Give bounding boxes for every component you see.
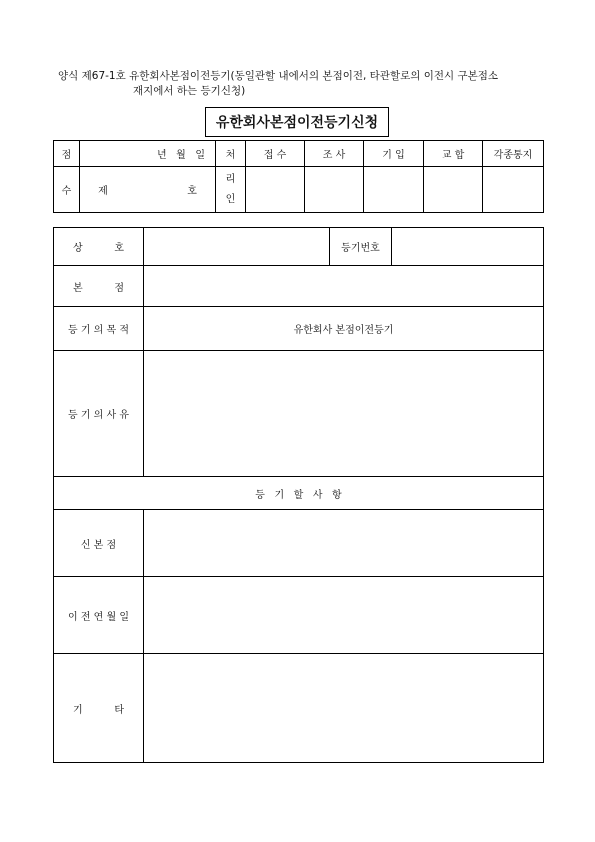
- processor-cheo-label: 처: [216, 141, 246, 167]
- receipt-table: [53, 140, 544, 213]
- col-notice: 각종통지: [483, 141, 544, 167]
- sign-notice-cell[interactable]: [483, 167, 544, 213]
- form-header: [58, 69, 498, 99]
- sign-josa-cell[interactable]: [305, 167, 364, 213]
- receipt-su-label: 수: [54, 167, 80, 213]
- receipt-number-field[interactable]: 제 호: [80, 167, 216, 213]
- receipt-date-field[interactable]: 년 월 일: [80, 141, 216, 167]
- sign-giip-cell[interactable]: [364, 167, 424, 213]
- new-hq-input[interactable]: [144, 510, 544, 577]
- bonjeom-label: 본 점: [54, 266, 144, 307]
- new-hq-label: 신 본 점: [54, 510, 144, 577]
- section-title: 등 기 할 사 항: [54, 477, 544, 510]
- col-gyohap: 교 합: [424, 141, 483, 167]
- form-title: 유한회사본점이전등기신청: [205, 107, 389, 137]
- col-jeopsu: 접 수: [246, 141, 305, 167]
- sangho-input[interactable]: [144, 228, 330, 266]
- form-header-line2: 재지에서 하는 등기신청): [133, 85, 246, 97]
- reason-label: 등 기 의 사 유: [54, 351, 144, 477]
- col-josa: 조 사: [305, 141, 364, 167]
- move-date-label: 이 전 연 월 일: [54, 577, 144, 654]
- other-label: 기 타: [54, 654, 144, 763]
- other-input[interactable]: [144, 654, 544, 763]
- col-giip: 기 입: [364, 141, 424, 167]
- application-table: [53, 227, 544, 763]
- bonjeom-input[interactable]: [144, 266, 544, 307]
- purpose-label: 등 기 의 목 적: [54, 307, 144, 351]
- sangho-label: 상 호: [54, 228, 144, 266]
- processor-riin-label: [216, 167, 246, 213]
- reg-no-label: 등기번호: [330, 228, 392, 266]
- processor-in: 인: [225, 193, 236, 205]
- processor-ri: 리: [225, 173, 236, 185]
- form-header-line1: 양식 제67-1호 유한회사본점이전등기(동일관할 내에서의 본점이전, 타관할로의 이전시 구본점소: [58, 70, 499, 82]
- sign-jeopsu-cell[interactable]: [246, 167, 305, 213]
- reg-no-input[interactable]: [392, 228, 544, 266]
- receipt-jeop-label: 점: [54, 141, 80, 167]
- move-date-input[interactable]: [144, 577, 544, 654]
- reason-input[interactable]: [144, 351, 544, 477]
- sign-gyohap-cell[interactable]: [424, 167, 483, 213]
- purpose-value: 유한회사 본점이전등기: [144, 307, 544, 351]
